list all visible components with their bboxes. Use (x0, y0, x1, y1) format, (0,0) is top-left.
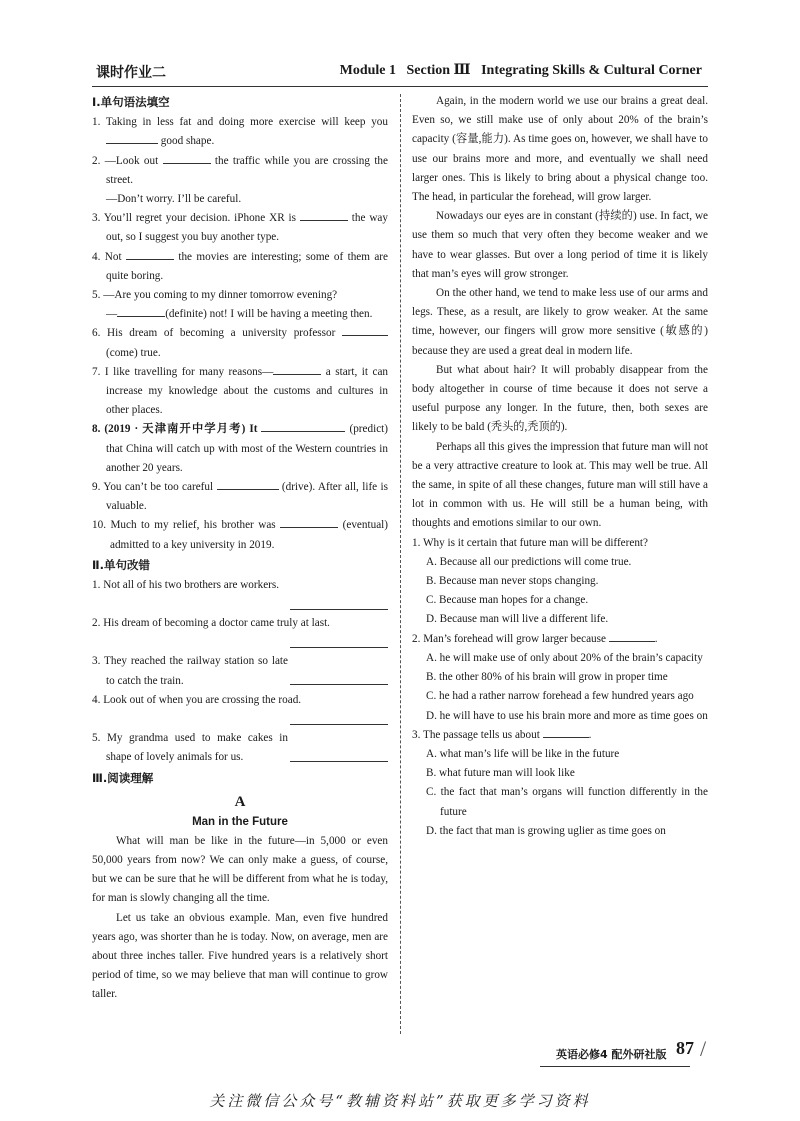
mc-question-2: 2. Man’s forehead will grow larger because . (412, 630, 708, 649)
passage-paragraph-6: But what about hair? It will probably disappear from the body altogether in course of time because it does not serve a useful purpose any longer. In the future, then, both sexes are likely to be bald (秃头的,秃顶的). (412, 363, 708, 434)
question-5-reply: — (definite) not! I will be having a meeting then. (92, 305, 388, 324)
fill-blank[interactable] (117, 305, 165, 317)
mc-option[interactable]: B. the other 80% of his brain will grow in proper time (426, 671, 668, 684)
fill-blank[interactable] (543, 726, 589, 738)
fill-blank[interactable] (217, 478, 279, 490)
mc-option[interactable]: D. the fact that man is growing uglier as time goes on (426, 824, 666, 837)
page-slash-decoration: / (700, 1036, 707, 1061)
question-9: 9. You can’t be too careful (drive). After all, life is valuable. (92, 478, 388, 516)
passage-title: Man in the Future (192, 815, 288, 828)
header-rule (92, 86, 708, 87)
correction-4: 4. Look out of when you are crossing the road. (92, 693, 302, 706)
section2-title: Ⅱ.单句改错 (92, 557, 150, 572)
fill-blank[interactable] (126, 248, 174, 260)
correction-5: 5. My grandma used to make cakes in shape of lovely animals for us. (92, 729, 388, 767)
passage-paragraph-7: Perhaps all this gives the impression that future man will not be a very attractive creature to look at. This may well be true. All the same, in spite of all these changes, future man will still have a lot in common with us. He will still be a human being, with thoughts and emotions similar to our own. (412, 440, 708, 530)
column-divider (400, 94, 401, 1034)
passage-paragraph-1: What will man be like in the future—in 5,000 or even 50,000 years from now? We can only make a guess, of course, but we can be sure that he will be different from what he is today, for man is slowly changing all the time. (92, 834, 388, 905)
correction-3: 3. They reached the railway station so late to catch the train. (92, 652, 388, 690)
fill-blank[interactable] (106, 132, 158, 144)
passage-label: A (234, 793, 246, 810)
question-8: 8. (2019 · 天津南开中学月考) It (predict) that China will catch up with most of the Western countries in another 20 years. (92, 420, 388, 478)
answer-line[interactable] (290, 684, 388, 685)
page-number: 87 (676, 1038, 694, 1058)
answer-line[interactable] (92, 633, 388, 652)
question-4: 4. Not the movies are interesting; some of them are quite boring. (92, 248, 388, 286)
mc-option[interactable]: A. what man’s life will be like in the future (426, 747, 620, 760)
left-column (92, 92, 388, 1005)
mc-option[interactable]: C. Because man hopes for a change. (426, 594, 589, 607)
passage-paragraph-3: Again, in the modern world we use our brains a great deal. Even so, we still make use of only about 20% of the brain’s capacity (容量,能力). As time goes on, however, we shall have to use our brains more and more, and eventually we shall need larger ones. This is likely to bring about a physical change too. The head, in particular the forehead, will grow larger. (412, 95, 708, 204)
question-10: 10. Much to my relief, his brother was (eventual) admitted to a key university in 2019. (92, 516, 388, 554)
answer-line[interactable] (92, 710, 388, 729)
section1-title: Ⅰ.单句语法填空 (92, 95, 170, 109)
question-6: 6. His dream of becoming a university professor (come) true. (92, 324, 388, 362)
mc-question-1: 1. Why is it certain that future man will be different? (412, 536, 649, 549)
mc-option[interactable]: A. he will make use of only about 20% of the brain’s capacity (426, 651, 703, 664)
right-column (412, 92, 708, 841)
question-5: 5. —Are you coming to my dinner tomorrow evening? (92, 289, 338, 302)
book-badge: 英语必修4 配外研社版 (556, 1048, 667, 1061)
module-section-title: Module 1 Section Ⅲ Integrating Skills & Cultural Corner (339, 63, 702, 78)
question-1: 1. Taking in less fat and doing more exercise will keep you good shape. (92, 116, 388, 148)
mc-option[interactable]: D. Because man will live a different life. (426, 613, 609, 626)
passage-paragraph-2: Let us take an obvious example. Man, even five hundred years ago, was shorter than he is today. Now, on average, men are about three inches taller. Five hundred years is a relatively short period of time, so we may believe that man will continue to grow taller. (92, 911, 388, 1001)
answer-line[interactable] (92, 595, 388, 614)
fill-blank[interactable] (609, 630, 655, 642)
passage-paragraph-4: Nowadays our eyes are in constant (持续的) use. In fact, we use them so much that very often they become weaker and we have to wear glasses. But over a long period of time it is likely that man’s eyes will grow stronger. (412, 210, 708, 280)
fill-blank[interactable] (342, 324, 388, 336)
question-7: 7. I like travelling for many reasons— a start, it can increase my knowledge about the customs and cultures in other places. (92, 363, 388, 421)
section3-title: Ⅲ.阅读理解 (92, 770, 154, 785)
correction-2: 2. His dream of becoming a doctor came truly at last. (92, 617, 330, 630)
mc-option[interactable]: C. he had a rather narrow forehead a few hundred years ago (426, 690, 694, 703)
answer-line[interactable] (290, 761, 388, 762)
fill-blank[interactable] (273, 363, 321, 375)
promo-banner: 关注微信公众号“教辅资料站”获取更多学习资料 (209, 1092, 591, 1110)
question-2: 2. —Look out the traffic while you are crossing the street. (92, 152, 388, 190)
fill-blank[interactable] (163, 152, 211, 164)
footer-rule (540, 1066, 690, 1067)
mc-question-3: 3. The passage tells us about . (412, 726, 708, 745)
mc-option[interactable]: A. Because all our predictions will come true. (426, 555, 632, 568)
mc-option[interactable]: B. what future man will look like (426, 767, 575, 780)
mc-option[interactable]: C. the fact that man’s organs will function differently in the future (426, 786, 708, 818)
mc-option[interactable]: B. Because man never stops changing. (426, 575, 599, 588)
question-3: 3. You’ll regret your decision. iPhone XR is the way out, so I suggest you buy another type. (92, 209, 388, 247)
fill-blank[interactable] (261, 420, 345, 432)
fill-blank[interactable] (280, 516, 338, 528)
passage-paragraph-5: On the other hand, we tend to make less use of our arms and legs. These, as a result, are likely to grow weaker. At the same time, however, our fingers will grow more sensitive (敏感的) because they are used a great deal in modern life. (412, 287, 708, 357)
correction-1: 1. Not all of his two brothers are workers. (92, 579, 280, 592)
worksheet-title: 课时作业二 (96, 65, 166, 81)
question-2-reply: —Don’t worry. I’ll be careful. (106, 193, 242, 206)
fill-blank[interactable] (300, 209, 348, 221)
mc-option[interactable]: D. he will have to use his brain more and more as time goes on (426, 709, 708, 722)
